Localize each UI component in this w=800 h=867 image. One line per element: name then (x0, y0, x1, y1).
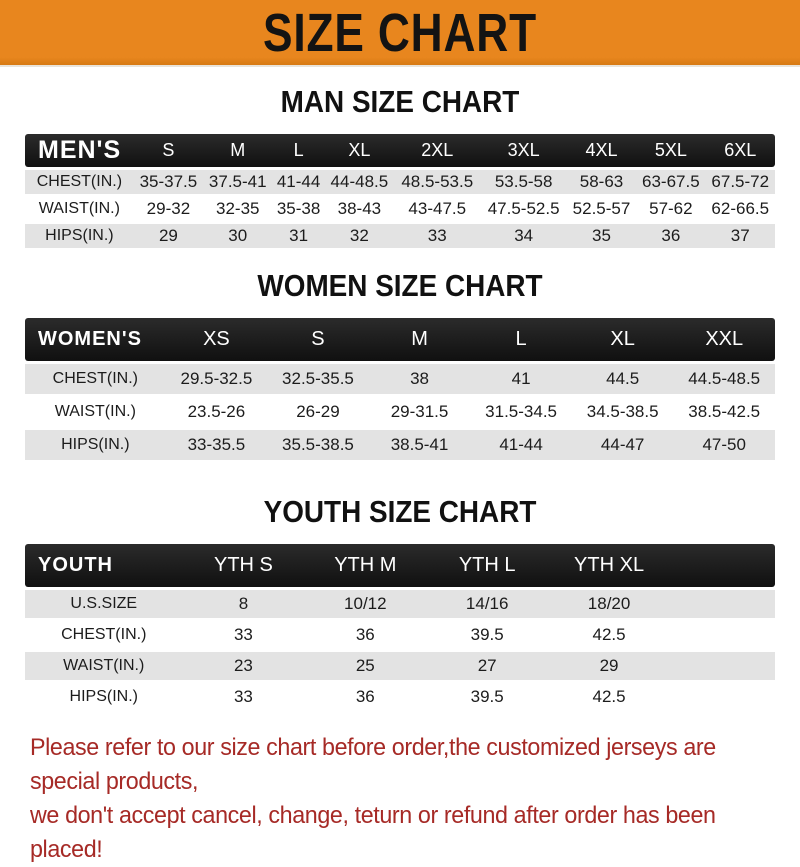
value-cell: 35-37.5 (134, 170, 203, 194)
filler-cell (670, 590, 775, 618)
value-cell: 35-38 (272, 197, 324, 221)
row-label: CHEST(IN.) (25, 364, 166, 394)
value-cell: 44.5-48.5 (673, 364, 775, 394)
youth-header-row (25, 544, 775, 587)
men-header-row (25, 134, 775, 167)
men-size-header: S (134, 134, 203, 167)
men-table-row (25, 224, 775, 248)
youth-table-row (25, 590, 775, 618)
value-cell: 23 (183, 652, 305, 680)
women-size-header: M (369, 318, 471, 361)
value-cell: 44.5 (572, 364, 674, 394)
value-cell: 32-35 (203, 197, 272, 221)
men-size-header: 2XL (394, 134, 480, 167)
value-cell: 44-47 (572, 430, 674, 460)
men-size-header: 4XL (567, 134, 636, 167)
row-label: WAIST(IN.) (25, 652, 183, 680)
value-cell: 36 (304, 683, 426, 711)
value-cell: 44-48.5 (325, 170, 394, 194)
men-size-header: 6XL (706, 134, 775, 167)
youth-size-header: YTH M (304, 544, 426, 587)
youth-size-header: YTH S (183, 544, 305, 587)
value-cell: 36 (304, 621, 426, 649)
value-cell: 29-32 (134, 197, 203, 221)
youth-table-row (25, 683, 775, 711)
women-size-header: XXL (673, 318, 775, 361)
youth-section-heading: YOUTH SIZE CHART (263, 494, 537, 529)
value-cell: 39.5 (426, 621, 548, 649)
women-table-row (25, 397, 775, 427)
value-cell: 29.5-32.5 (166, 364, 268, 394)
men-table-row (25, 170, 775, 194)
value-cell: 35.5-38.5 (267, 430, 369, 460)
row-label: WAIST(IN.) (25, 397, 166, 427)
value-cell: 29 (548, 652, 670, 680)
value-cell: 42.5 (548, 621, 670, 649)
banner (0, 0, 800, 67)
youth-size-header: YTH XL (548, 544, 670, 587)
value-cell: 32.5-35.5 (267, 364, 369, 394)
youth-size-header: YTH L (426, 544, 548, 587)
value-cell: 37 (706, 224, 775, 248)
row-label: HIPS(IN.) (25, 430, 166, 460)
value-cell: 35 (567, 224, 636, 248)
row-label: U.S.SIZE (25, 590, 183, 618)
youth-table-title: YOUTH (25, 544, 183, 587)
men-size-table (25, 131, 775, 251)
value-cell: 29 (134, 224, 203, 248)
value-cell: 10/12 (304, 590, 426, 618)
value-cell: 33 (394, 224, 480, 248)
value-cell: 41-44 (470, 430, 572, 460)
row-label: CHEST(IN.) (25, 621, 183, 649)
row-label: HIPS(IN.) (25, 683, 183, 711)
value-cell: 14/16 (426, 590, 548, 618)
value-cell: 38.5-42.5 (673, 397, 775, 427)
value-cell: 34.5-38.5 (572, 397, 674, 427)
youth-size-table (25, 541, 775, 714)
value-cell: 33-35.5 (166, 430, 268, 460)
banner-title: SIZE CHART (263, 2, 537, 63)
value-cell: 53.5-58 (480, 170, 566, 194)
men-size-header: M (203, 134, 272, 167)
value-cell: 52.5-57 (567, 197, 636, 221)
order-note-line-1: Please refer to our size chart before order,the customized jerseys are special products, (30, 734, 716, 796)
value-cell: 33 (183, 683, 305, 711)
value-cell: 31 (272, 224, 324, 248)
value-cell: 37.5-41 (203, 170, 272, 194)
value-cell: 38 (369, 364, 471, 394)
filler-cell (670, 683, 775, 711)
order-note (30, 731, 777, 867)
youth-table-row (25, 652, 775, 680)
filler-cell (670, 621, 775, 649)
value-cell: 41 (470, 364, 572, 394)
women-table-row (25, 430, 775, 460)
men-size-header: L (272, 134, 324, 167)
value-cell: 62-66.5 (706, 197, 775, 221)
women-size-header: XS (166, 318, 268, 361)
women-size-table (25, 315, 775, 463)
men-size-header: XL (325, 134, 394, 167)
youth-header-filler (670, 544, 775, 587)
value-cell: 43-47.5 (394, 197, 480, 221)
women-size-header: XL (572, 318, 674, 361)
value-cell: 41-44 (272, 170, 324, 194)
value-cell: 38-43 (325, 197, 394, 221)
value-cell: 30 (203, 224, 272, 248)
women-table-row (25, 364, 775, 394)
value-cell: 33 (183, 621, 305, 649)
order-note-line-2: we don't accept cancel, change, teturn or refund after order has been placed! (30, 802, 716, 864)
women-header-row (25, 318, 775, 361)
value-cell: 27 (426, 652, 548, 680)
women-section-heading: WOMEN SIZE CHART (257, 268, 543, 303)
men-size-header: 3XL (480, 134, 566, 167)
row-label: HIPS(IN.) (25, 224, 134, 248)
value-cell: 25 (304, 652, 426, 680)
value-cell: 42.5 (548, 683, 670, 711)
value-cell: 23.5-26 (166, 397, 268, 427)
men-table-title: MEN'S (25, 134, 134, 167)
value-cell: 47-50 (673, 430, 775, 460)
value-cell: 18/20 (548, 590, 670, 618)
men-section-heading: MAN SIZE CHART (280, 84, 520, 119)
value-cell: 58-63 (567, 170, 636, 194)
value-cell: 39.5 (426, 683, 548, 711)
filler-cell (670, 652, 775, 680)
value-cell: 26-29 (267, 397, 369, 427)
men-table-row (25, 197, 775, 221)
value-cell: 31.5-34.5 (470, 397, 572, 427)
value-cell: 67.5-72 (706, 170, 775, 194)
value-cell: 48.5-53.5 (394, 170, 480, 194)
women-size-header: L (470, 318, 572, 361)
women-table-title: WOMEN'S (25, 318, 166, 361)
value-cell: 57-62 (636, 197, 705, 221)
value-cell: 63-67.5 (636, 170, 705, 194)
women-size-header: S (267, 318, 369, 361)
row-label: WAIST(IN.) (25, 197, 134, 221)
youth-table-row (25, 621, 775, 649)
value-cell: 47.5-52.5 (480, 197, 566, 221)
row-label: CHEST(IN.) (25, 170, 134, 194)
men-size-header: 5XL (636, 134, 705, 167)
value-cell: 29-31.5 (369, 397, 471, 427)
value-cell: 34 (480, 224, 566, 248)
value-cell: 38.5-41 (369, 430, 471, 460)
value-cell: 8 (183, 590, 305, 618)
value-cell: 32 (325, 224, 394, 248)
value-cell: 36 (636, 224, 705, 248)
